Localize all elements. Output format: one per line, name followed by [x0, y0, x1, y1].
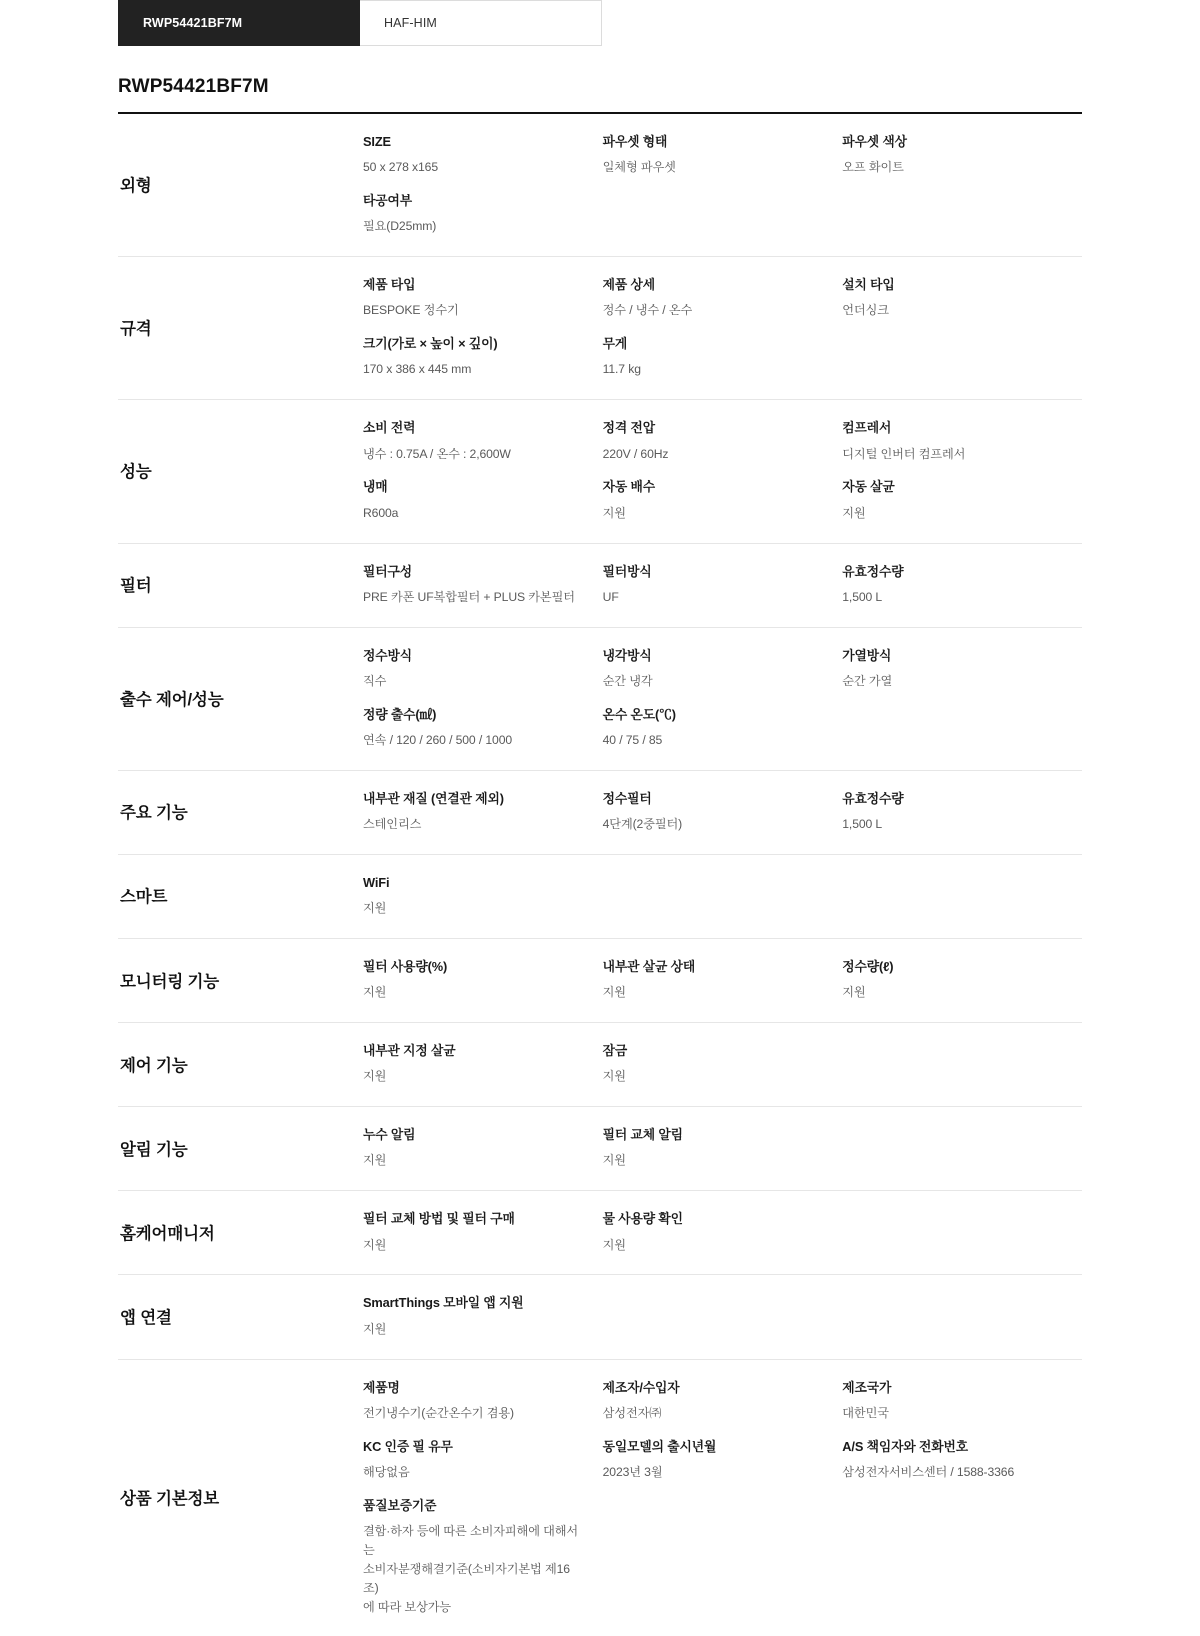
spec-item-title: 컴프레서: [842, 418, 1064, 437]
spec-item-value: 지원: [603, 1151, 825, 1170]
spec-item-value: 지원: [603, 1236, 825, 1255]
spec-item-value: 디지털 인버터 컴프레서: [842, 445, 1064, 464]
spec-row-label: 필터: [118, 562, 363, 607]
spec-row-label: 홈케어매니저: [118, 1209, 363, 1254]
spec-item: [363, 275, 603, 320]
spec-item: [603, 646, 843, 691]
spec-item-value: 순간 냉각: [603, 672, 825, 691]
spec-item-title: 정수량(ℓ): [842, 957, 1064, 976]
spec-item-title: 정량 출수(㎖): [363, 705, 585, 724]
spec-item-title: 무게: [603, 334, 825, 353]
spec-row-label: 주요 기능: [118, 789, 363, 834]
spec-row: [118, 1275, 1082, 1359]
spec-row-label: 제어 기능: [118, 1041, 363, 1086]
spec-item-value: BESPOKE 정수기: [363, 301, 585, 320]
spec-item-title: 누수 알림: [363, 1125, 585, 1144]
spec-table: [118, 114, 1082, 1636]
spec-item-title: 설치 타입: [842, 275, 1064, 294]
spec-item-value: 오프 화이트: [842, 158, 1064, 177]
spec-item-value: 지원: [363, 1236, 585, 1255]
spec-item-value: 필요(D25mm): [363, 217, 585, 236]
spec-item: [363, 705, 603, 750]
spec-row: [118, 1191, 1082, 1275]
spec-row-label: 상품 기본정보: [118, 1378, 363, 1617]
spec-item: [363, 1293, 603, 1338]
spec-item-value: 50 x 278 x165: [363, 158, 585, 177]
spec-row-label: 스마트: [118, 873, 363, 918]
spec-item-title: 정수방식: [363, 646, 585, 665]
spec-item-value: 직수: [363, 672, 585, 691]
spec-item: [603, 1209, 843, 1254]
spec-item-value: 40 / 75 / 85: [603, 731, 825, 750]
spec-item-title: 필터 교체 알림: [603, 1125, 825, 1144]
spec-item-title: 제품 타입: [363, 275, 585, 294]
spec-item-title: 내부관 지정 살균: [363, 1041, 585, 1060]
tab-label: RWP54421BF7M: [143, 16, 242, 30]
spec-item-value: PRE 카폰 UF복합필터 + PLUS 카본필터: [363, 588, 585, 607]
spec-item: [603, 477, 843, 522]
spec-row-label: 성능: [118, 418, 363, 522]
spec-item-value: 지원: [363, 1151, 585, 1170]
spec-item-value: 순간 가열: [842, 672, 1064, 691]
spec-item-value: 4단계(2중필터): [603, 815, 825, 834]
spec-item-title: 내부관 살균 상태: [603, 957, 825, 976]
spec-item-value: 정수 / 냉수 / 온수: [603, 301, 825, 320]
spec-item-title: 필터 교체 방법 및 필터 구매: [363, 1209, 585, 1228]
spec-item-title: 유효정수량: [842, 789, 1064, 808]
spec-row: [118, 544, 1082, 628]
spec-item: [363, 1125, 603, 1170]
spec-item-title: 자동 배수: [603, 477, 825, 496]
spec-item: [363, 1437, 603, 1482]
spec-item: [603, 275, 843, 320]
spec-item-title: 가열방식: [842, 646, 1064, 665]
spec-item: [363, 418, 603, 463]
spec-item: [363, 789, 603, 834]
spec-item-value: 지원: [603, 1067, 825, 1086]
spec-item: [603, 132, 843, 177]
spec-item-group: [363, 873, 1082, 918]
spec-item-title: 필터방식: [603, 562, 825, 581]
spec-item-value: R600a: [363, 504, 585, 523]
spec-item-value: 지원: [603, 983, 825, 1002]
spec-item: [603, 1437, 843, 1482]
spec-item-value: 연속 / 120 / 260 / 500 / 1000: [363, 731, 585, 750]
spec-row-label: 규격: [118, 275, 363, 379]
spec-item: [603, 957, 843, 1002]
spec-item-value: 220V / 60Hz: [603, 445, 825, 464]
spec-item-title: 필터구성: [363, 562, 585, 581]
spec-item-value: 지원: [363, 983, 585, 1002]
spec-item: [842, 418, 1082, 463]
spec-item-title: 타공여부: [363, 191, 585, 210]
spec-item-title: 자동 살균: [842, 477, 1064, 496]
spec-item-group: [363, 132, 1082, 236]
spec-item: [842, 957, 1082, 1002]
spec-item-title: 제품명: [363, 1378, 585, 1397]
spec-item-value: 해당없음: [363, 1463, 585, 1482]
spec-item-value: 지원: [363, 1067, 585, 1086]
spec-item: [842, 1378, 1082, 1423]
spec-row: [118, 939, 1082, 1023]
spec-item-title: 동일모델의 출시년월: [603, 1437, 825, 1456]
spec-item-title: SIZE: [363, 132, 585, 151]
spec-item-group: [363, 1125, 1082, 1170]
spec-item-title: 냉매: [363, 477, 585, 496]
spec-item: [363, 191, 603, 236]
spec-item: [842, 1437, 1082, 1482]
spec-item-value: 지원: [363, 899, 585, 918]
spec-item-value: 스테인리스: [363, 815, 585, 834]
spec-row: [118, 771, 1082, 855]
spec-item-value: 170 x 386 x 445 mm: [363, 360, 585, 379]
spec-item-group: [363, 275, 1082, 379]
spec-item-group: [363, 1041, 1082, 1086]
spec-row-label: 알림 기능: [118, 1125, 363, 1170]
spec-item-value: 삼성전자서비스센터 / 1588-3366: [842, 1463, 1064, 1482]
spec-item: [603, 1378, 843, 1423]
spec-item-title: 제조자/수입자: [603, 1378, 825, 1397]
spec-item-title: 제품 상세: [603, 275, 825, 294]
spec-row: [118, 114, 1082, 257]
spec-item-value: 2023년 3월: [603, 1463, 825, 1482]
spec-item: [842, 132, 1082, 177]
spec-item-title: KC 인증 필 유무: [363, 1437, 585, 1456]
spec-item-value: 일체형 파우셋: [603, 158, 825, 177]
spec-item-title: A/S 책임자와 전화번호: [842, 1437, 1064, 1456]
spec-item: [842, 477, 1082, 522]
spec-item: [603, 789, 843, 834]
spec-row: [118, 1360, 1082, 1636]
spec-item: [603, 334, 843, 379]
spec-item-group: [363, 957, 1082, 1002]
spec-item-title: 유효정수량: [842, 562, 1064, 581]
spec-item-group: [363, 418, 1082, 522]
spec-item-title: 품질보증기준: [363, 1496, 585, 1515]
spec-item-group: [363, 1209, 1082, 1254]
tab-haf-him[interactable]: [360, 0, 602, 46]
spec-row: [118, 257, 1082, 400]
tab-label: HAF-HIM: [384, 16, 437, 30]
spec-item-title: 정격 전압: [603, 418, 825, 437]
spec-item-title: 크기(가로 × 높이 × 깊이): [363, 334, 585, 353]
spec-item: [363, 132, 603, 177]
spec-item-value: UF: [603, 588, 825, 607]
spec-item: [363, 957, 603, 1002]
spec-item: [363, 477, 603, 522]
spec-item-title: 소비 전력: [363, 418, 585, 437]
spec-row: [118, 400, 1082, 543]
spec-row: [118, 855, 1082, 939]
spec-row-label: 출수 제어/성능: [118, 646, 363, 750]
spec-item: [842, 562, 1082, 607]
spec-item: [363, 334, 603, 379]
spec-row-label: 외형: [118, 132, 363, 236]
spec-item-title: 잠금: [603, 1041, 825, 1060]
spec-item-title: 온수 온도(℃): [603, 705, 825, 724]
spec-item-title: WiFi: [363, 873, 585, 892]
spec-item-value: 지원: [363, 1320, 585, 1339]
spec-item-value: 언더싱크: [842, 301, 1064, 320]
spec-item: [603, 1041, 843, 1086]
spec-row: [118, 1107, 1082, 1191]
spec-item-value: 11.7 kg: [603, 360, 825, 379]
spec-item: [842, 789, 1082, 834]
spec-item-group: [363, 1293, 1082, 1338]
spec-item-value: 삼성전자㈜: [603, 1404, 825, 1423]
spec-row-label: 앱 연결: [118, 1293, 363, 1338]
spec-item-title: 물 사용량 확인: [603, 1209, 825, 1228]
spec-item-title: 내부관 재질 (연결관 제외): [363, 789, 585, 808]
spec-item-group: [363, 562, 1082, 607]
spec-item: [603, 705, 843, 750]
spec-item-title: 파우셋 색상: [842, 132, 1064, 151]
spec-item-title: SmartThings 모바일 앱 지원: [363, 1293, 585, 1312]
spec-item-value: 냉수 : 0.75A / 온수 : 2,600W: [363, 445, 585, 464]
spec-item: [363, 562, 603, 607]
spec-item-value: 지원: [842, 504, 1064, 523]
spec-item-value: 1,500 L: [842, 588, 1064, 607]
spec-item: [603, 1125, 843, 1170]
spec-item: [363, 1041, 603, 1086]
spec-item: [363, 1209, 603, 1254]
spec-item-title: 정수필터: [603, 789, 825, 808]
spec-item-group: [363, 789, 1082, 834]
spec-item-title: 파우셋 형태: [603, 132, 825, 151]
spec-item-title: 필터 사용량(%): [363, 957, 585, 976]
spec-row-label: 모니터링 기능: [118, 957, 363, 1002]
spec-item: [363, 873, 603, 918]
spec-item: [603, 418, 843, 463]
spec-item-value: 전기냉수기(순간온수기 겸용): [363, 1404, 585, 1423]
product-tabs: [0, 0, 1200, 46]
spec-item-group: [363, 646, 1082, 750]
spec-item: [842, 646, 1082, 691]
spec-item-group: [363, 1378, 1082, 1617]
spec-item-value: 대한민국: [842, 1404, 1064, 1423]
spec-item: [363, 1496, 603, 1617]
spec-row: [118, 628, 1082, 771]
spec-item-title: 냉각방식: [603, 646, 825, 665]
spec-item-title: 제조국가: [842, 1378, 1064, 1397]
tab-rwp54421bf7m[interactable]: [118, 0, 360, 46]
spec-item: [603, 562, 843, 607]
spec-item-value: 지원: [603, 504, 825, 523]
spec-item-value: 결함·하자 등에 따른 소비자피해에 대해서는 소비자분쟁해결기준(소비자기본법 제16조) 에 따라 보상가능: [363, 1522, 585, 1617]
spec-item: [363, 1378, 603, 1423]
spec-row: [118, 1023, 1082, 1107]
page-title-wrap: [118, 76, 1082, 114]
spec-item: [842, 275, 1082, 320]
spec-item-value: 지원: [842, 983, 1064, 1002]
spec-item: [363, 646, 603, 691]
page-title: RWP54421BF7M: [118, 76, 1082, 98]
spec-item-value: 1,500 L: [842, 815, 1064, 834]
